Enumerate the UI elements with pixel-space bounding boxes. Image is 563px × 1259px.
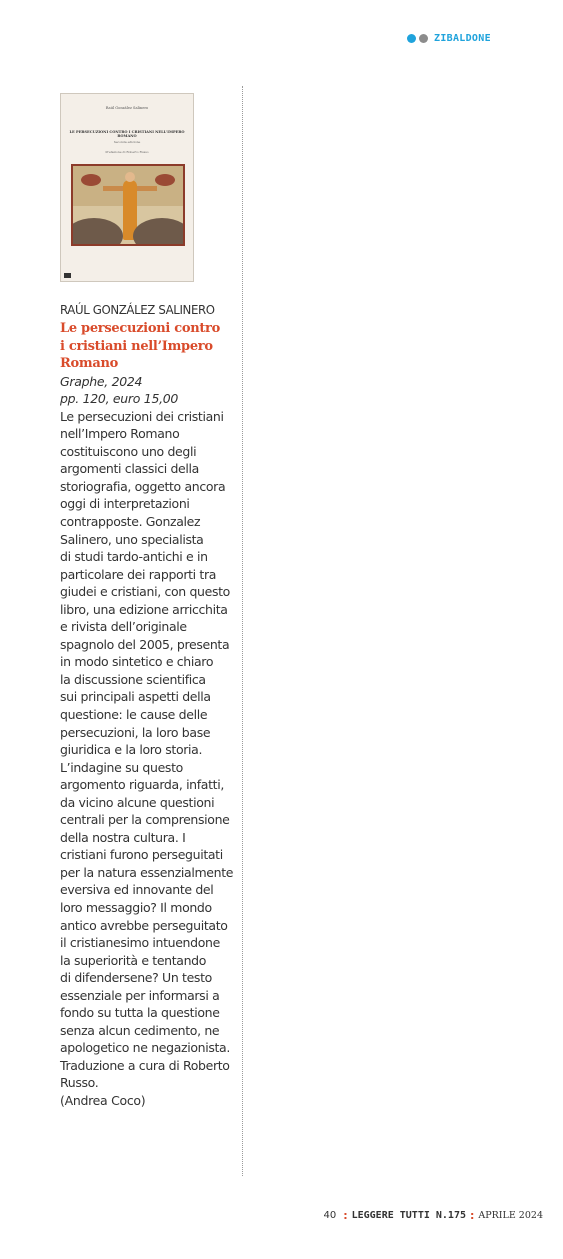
footer-separator: : [469, 1209, 475, 1222]
body-line: per la natura essenzialmente [60, 864, 234, 880]
body-line: di difendersene? Un testo [60, 970, 212, 986]
body-line: la discussione scientifica [60, 671, 206, 687]
body-line: nell’Impero Romano [60, 426, 180, 442]
review-author: RAÚL GONZÁLEZ SALINERO [60, 302, 215, 317]
review-signature: (Andrea Coco) [60, 1093, 146, 1109]
body-line: in modo sintetico e chiaro [60, 654, 214, 670]
book-cover [60, 93, 194, 282]
body-line: contrapposte. Gonzalez [60, 513, 201, 529]
body-line: cristiani furono perseguitati [60, 847, 223, 863]
book-review [60, 301, 240, 1110]
body-line: essenziale per informarsi a [60, 987, 220, 1003]
body-line: persecuzioni, la loro base [60, 724, 211, 740]
book-title-line: Le persecuzioni contro [60, 321, 220, 336]
body-line: argomenti classici della [60, 461, 199, 477]
cover-title: LE PERSECUZIONI CONTRO I CRISTIANI NELL'IMPERO ROMANO [69, 130, 185, 139]
price-info: pp. 120, euro 15,00 [60, 391, 179, 407]
cover-artwork [71, 164, 185, 246]
angel-left-shape [81, 174, 101, 186]
review-body [60, 408, 240, 1092]
column-divider [242, 86, 243, 1176]
body-line: da vicino alcune questioni [60, 794, 215, 810]
body-line: loro messaggio? Il mondo [60, 900, 212, 915]
mound-right-shape [133, 218, 185, 246]
body-line: Traduzione a cura di Roberto [60, 1057, 230, 1073]
figure-head-shape [125, 172, 135, 182]
body-line: fondo su tutta la questione [60, 1005, 220, 1021]
body-line: antico avrebbe perseguitato [60, 917, 228, 933]
body-line: della nostra cultura. I [60, 829, 186, 845]
body-line: la superiorità e tentando [60, 952, 207, 968]
cover-subtitle: Seconda edizione [113, 140, 141, 144]
body-line: giuridica e la loro storia. [60, 742, 203, 758]
page-footer [323, 1209, 543, 1222]
issue-date: APRILE 2024 [478, 1210, 543, 1221]
body-line: oggi di interpretazioni [60, 496, 190, 512]
body-line: il cristianesimo intuendone [60, 935, 220, 951]
body-line: centrali per la comprensione [60, 812, 230, 828]
body-line: particolare dei rapporti tra [60, 566, 217, 582]
body-line: L’indagine su questo [60, 759, 183, 775]
body-line: Le persecuzioni dei cristiani [60, 408, 224, 424]
body-line: eversiva ed innovante del [60, 882, 214, 898]
cover-preface: Prefazione di Roberto Russo [105, 150, 149, 154]
blue-dot-icon [407, 34, 416, 43]
body-line: di studi tardo-antichi e in [60, 549, 208, 565]
publisher-info: Graphe, 2024 [60, 373, 143, 389]
book-title-line: i cristiani nell’Impero [60, 338, 213, 354]
body-line: argomento riguarda, infatti, [60, 777, 224, 793]
book-title-line: Romano [60, 356, 118, 371]
mound-left-shape [71, 218, 123, 246]
body-line: storiografia, oggetto ancora [60, 478, 226, 494]
section-label: ZIBALDONE [434, 33, 491, 44]
body-line: sui principali aspetti della [60, 689, 211, 705]
body-line: questione: le cause delle [60, 706, 208, 722]
page-number: 40 [323, 1210, 337, 1221]
body-line: Salinero, uno specialista [60, 531, 204, 547]
book-title [60, 320, 240, 373]
publisher-logo-icon [64, 273, 71, 278]
cover-author: Raúl González Salinero [105, 106, 149, 110]
body-line: senza alcun cedimento, ne [60, 1022, 220, 1038]
section-header [407, 33, 491, 44]
body-line: libro, una edizione arricchita [60, 601, 228, 617]
body-line: e rivista dell’originale [60, 619, 187, 635]
gray-dot-icon [419, 34, 428, 43]
angel-right-shape [155, 174, 175, 186]
body-line: costituiscono uno degli [60, 443, 197, 459]
body-line: giudei e cristiani, con questo [60, 584, 230, 600]
body-line: apologetico ne negazionista. [60, 1040, 230, 1056]
body-line: Russo. [60, 1075, 99, 1091]
body-line: spagnolo del 2005, presenta [60, 636, 230, 652]
magazine-name: LEGGERE TUTTI N.175 [351, 1210, 466, 1221]
footer-separator: : [343, 1209, 348, 1222]
